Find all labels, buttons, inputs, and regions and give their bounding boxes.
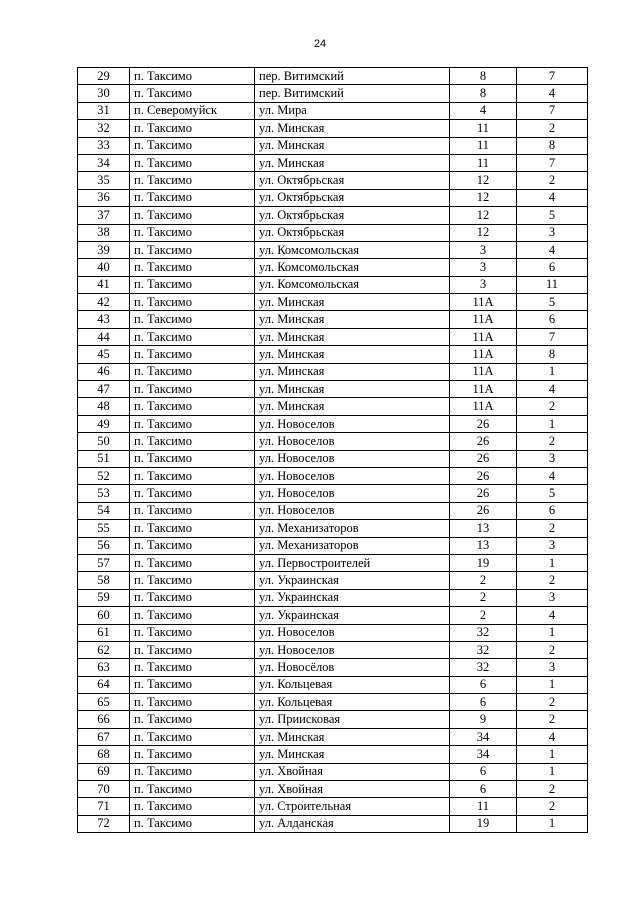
house-number-cell: 4 bbox=[450, 102, 517, 119]
settlement-cell: п. Таксимо bbox=[130, 224, 255, 241]
street-cell: ул. Минская bbox=[255, 137, 450, 154]
street-cell: ул. Первостроителей bbox=[255, 554, 450, 571]
apartment-number-cell: 2 bbox=[517, 798, 588, 815]
row-number-cell: 50 bbox=[78, 433, 130, 450]
table-row bbox=[78, 676, 588, 693]
settlement-cell: п. Таксимо bbox=[130, 276, 255, 293]
street-cell: ул. Новоселов bbox=[255, 624, 450, 641]
street-cell: ул. Хвойная bbox=[255, 781, 450, 798]
house-number-cell: 3 bbox=[450, 276, 517, 293]
row-number-cell: 30 bbox=[78, 85, 130, 102]
settlement-cell: п. Таксимо bbox=[130, 172, 255, 189]
table-row bbox=[78, 659, 588, 676]
house-number-cell: 11А bbox=[450, 328, 517, 345]
street-cell: ул. Минская bbox=[255, 120, 450, 137]
row-number-cell: 34 bbox=[78, 154, 130, 171]
row-number-cell: 54 bbox=[78, 502, 130, 519]
apartment-number-cell: 1 bbox=[517, 746, 588, 763]
settlement-cell: п. Таксимо bbox=[130, 207, 255, 224]
settlement-cell: п. Таксимо bbox=[130, 259, 255, 276]
street-cell: ул. Комсомольская bbox=[255, 276, 450, 293]
street-cell: ул. Минская bbox=[255, 398, 450, 415]
settlement-cell: п. Таксимо bbox=[130, 398, 255, 415]
house-number-cell: 11 bbox=[450, 154, 517, 171]
row-number-cell: 35 bbox=[78, 172, 130, 189]
page-number: 24 bbox=[313, 38, 327, 50]
table-row bbox=[78, 259, 588, 276]
row-number-cell: 57 bbox=[78, 554, 130, 571]
settlement-cell: п. Таксимо bbox=[130, 694, 255, 711]
settlement-cell: п. Таксимо bbox=[130, 659, 255, 676]
apartment-number-cell: 1 bbox=[517, 363, 588, 380]
settlement-cell: п. Таксимо bbox=[130, 728, 255, 745]
table-row bbox=[78, 172, 588, 189]
table-row bbox=[78, 641, 588, 658]
street-cell: ул. Кольцевая bbox=[255, 694, 450, 711]
apartment-number-cell: 1 bbox=[517, 676, 588, 693]
house-number-cell: 2 bbox=[450, 572, 517, 589]
house-number-cell: 19 bbox=[450, 815, 517, 832]
apartment-number-cell: 2 bbox=[517, 641, 588, 658]
settlement-cell: п. Таксимо bbox=[130, 815, 255, 832]
house-number-cell: 11А bbox=[450, 398, 517, 415]
apartment-number-cell: 2 bbox=[517, 694, 588, 711]
table-row bbox=[78, 694, 588, 711]
row-number-cell: 44 bbox=[78, 328, 130, 345]
row-number-cell: 53 bbox=[78, 485, 130, 502]
house-number-cell: 26 bbox=[450, 485, 517, 502]
house-number-cell: 34 bbox=[450, 728, 517, 745]
house-number-cell: 2 bbox=[450, 589, 517, 606]
house-number-cell: 26 bbox=[450, 433, 517, 450]
house-number-cell: 26 bbox=[450, 450, 517, 467]
house-number-cell: 13 bbox=[450, 537, 517, 554]
house-number-cell: 3 bbox=[450, 241, 517, 258]
street-cell: ул. Новоселов bbox=[255, 415, 450, 432]
table-row bbox=[78, 294, 588, 311]
table-row bbox=[78, 120, 588, 137]
apartment-number-cell: 1 bbox=[517, 763, 588, 780]
row-number-cell: 49 bbox=[78, 415, 130, 432]
row-number-cell: 41 bbox=[78, 276, 130, 293]
settlement-cell: п. Таксимо bbox=[130, 589, 255, 606]
house-number-cell: 11 bbox=[450, 798, 517, 815]
settlement-cell: п. Таксимо bbox=[130, 572, 255, 589]
apartment-number-cell: 5 bbox=[517, 207, 588, 224]
street-cell: ул. Новосёлов bbox=[255, 659, 450, 676]
settlement-cell: п. Таксимо bbox=[130, 346, 255, 363]
settlement-cell: п. Северомуйск bbox=[130, 102, 255, 119]
apartment-number-cell: 7 bbox=[517, 154, 588, 171]
row-number-cell: 67 bbox=[78, 728, 130, 745]
settlement-cell: п. Таксимо bbox=[130, 641, 255, 658]
street-cell: ул. Украинская bbox=[255, 607, 450, 624]
street-cell: ул. Новоселов bbox=[255, 641, 450, 658]
settlement-cell: п. Таксимо bbox=[130, 537, 255, 554]
street-cell: пер. Витимский bbox=[255, 68, 450, 85]
settlement-cell: п. Таксимо bbox=[130, 381, 255, 398]
table-row bbox=[78, 241, 588, 258]
house-number-cell: 11А bbox=[450, 346, 517, 363]
apartment-number-cell: 8 bbox=[517, 137, 588, 154]
table-row bbox=[78, 798, 588, 815]
street-cell: ул. Новоселов bbox=[255, 502, 450, 519]
address-table-body bbox=[78, 68, 588, 833]
house-number-cell: 26 bbox=[450, 467, 517, 484]
settlement-cell: п. Таксимо bbox=[130, 85, 255, 102]
house-number-cell: 6 bbox=[450, 694, 517, 711]
settlement-cell: п. Таксимо bbox=[130, 502, 255, 519]
street-cell: ул. Комсомольская bbox=[255, 241, 450, 258]
row-number-cell: 39 bbox=[78, 241, 130, 258]
table-row bbox=[78, 589, 588, 606]
table-row bbox=[78, 728, 588, 745]
table-row bbox=[78, 328, 588, 345]
apartment-number-cell: 6 bbox=[517, 259, 588, 276]
apartment-number-cell: 2 bbox=[517, 520, 588, 537]
table-row bbox=[78, 450, 588, 467]
street-cell: ул. Минская bbox=[255, 363, 450, 380]
house-number-cell: 8 bbox=[450, 85, 517, 102]
table-row bbox=[78, 224, 588, 241]
apartment-number-cell: 2 bbox=[517, 433, 588, 450]
house-number-cell: 12 bbox=[450, 189, 517, 206]
apartment-number-cell: 3 bbox=[517, 224, 588, 241]
apartment-number-cell: 2 bbox=[517, 711, 588, 728]
settlement-cell: п. Таксимо bbox=[130, 433, 255, 450]
row-number-cell: 29 bbox=[78, 68, 130, 85]
table-row bbox=[78, 311, 588, 328]
house-number-cell: 12 bbox=[450, 207, 517, 224]
street-cell: ул. Октябрьская bbox=[255, 172, 450, 189]
settlement-cell: п. Таксимо bbox=[130, 746, 255, 763]
street-cell: ул. Октябрьская bbox=[255, 207, 450, 224]
street-cell: ул. Механизаторов bbox=[255, 520, 450, 537]
street-cell: ул. Минская bbox=[255, 746, 450, 763]
table-row bbox=[78, 102, 588, 119]
settlement-cell: п. Таксимо bbox=[130, 711, 255, 728]
row-number-cell: 45 bbox=[78, 346, 130, 363]
apartment-number-cell: 4 bbox=[517, 728, 588, 745]
settlement-cell: п. Таксимо bbox=[130, 450, 255, 467]
settlement-cell: п. Таксимо bbox=[130, 328, 255, 345]
row-number-cell: 32 bbox=[78, 120, 130, 137]
row-number-cell: 31 bbox=[78, 102, 130, 119]
apartment-number-cell: 4 bbox=[517, 241, 588, 258]
house-number-cell: 11А bbox=[450, 381, 517, 398]
table-row bbox=[78, 154, 588, 171]
house-number-cell: 11 bbox=[450, 120, 517, 137]
house-number-cell: 34 bbox=[450, 746, 517, 763]
street-cell: ул. Минская bbox=[255, 294, 450, 311]
apartment-number-cell: 4 bbox=[517, 85, 588, 102]
apartment-number-cell: 5 bbox=[517, 485, 588, 502]
table-row bbox=[78, 781, 588, 798]
settlement-cell: п. Таксимо bbox=[130, 137, 255, 154]
row-number-cell: 71 bbox=[78, 798, 130, 815]
row-number-cell: 37 bbox=[78, 207, 130, 224]
row-number-cell: 56 bbox=[78, 537, 130, 554]
apartment-number-cell: 2 bbox=[517, 781, 588, 798]
settlement-cell: п. Таксимо bbox=[130, 624, 255, 641]
row-number-cell: 66 bbox=[78, 711, 130, 728]
table-row bbox=[78, 189, 588, 206]
row-number-cell: 69 bbox=[78, 763, 130, 780]
house-number-cell: 26 bbox=[450, 502, 517, 519]
row-number-cell: 46 bbox=[78, 363, 130, 380]
house-number-cell: 8 bbox=[450, 68, 517, 85]
row-number-cell: 36 bbox=[78, 189, 130, 206]
apartment-number-cell: 1 bbox=[517, 815, 588, 832]
street-cell: ул. Минская bbox=[255, 328, 450, 345]
apartment-number-cell: 7 bbox=[517, 328, 588, 345]
house-number-cell: 13 bbox=[450, 520, 517, 537]
street-cell: ул. Украинская bbox=[255, 572, 450, 589]
settlement-cell: п. Таксимо bbox=[130, 68, 255, 85]
table-row bbox=[78, 363, 588, 380]
settlement-cell: п. Таксимо bbox=[130, 294, 255, 311]
row-number-cell: 61 bbox=[78, 624, 130, 641]
row-number-cell: 48 bbox=[78, 398, 130, 415]
house-number-cell: 11 bbox=[450, 137, 517, 154]
table-row bbox=[78, 485, 588, 502]
street-cell: ул. Строительная bbox=[255, 798, 450, 815]
table-row bbox=[78, 520, 588, 537]
house-number-cell: 32 bbox=[450, 641, 517, 658]
street-cell: ул. Минская bbox=[255, 154, 450, 171]
row-number-cell: 64 bbox=[78, 676, 130, 693]
house-number-cell: 32 bbox=[450, 624, 517, 641]
table-row bbox=[78, 537, 588, 554]
settlement-cell: п. Таксимо bbox=[130, 485, 255, 502]
settlement-cell: п. Таксимо bbox=[130, 520, 255, 537]
apartment-number-cell: 3 bbox=[517, 537, 588, 554]
street-cell: ул. Украинская bbox=[255, 589, 450, 606]
house-number-cell: 3 bbox=[450, 259, 517, 276]
row-number-cell: 51 bbox=[78, 450, 130, 467]
table-row bbox=[78, 137, 588, 154]
table-row bbox=[78, 85, 588, 102]
street-cell: ул. Механизаторов bbox=[255, 537, 450, 554]
table-row bbox=[78, 415, 588, 432]
table-row bbox=[78, 502, 588, 519]
house-number-cell: 9 bbox=[450, 711, 517, 728]
street-cell: ул. Октябрьская bbox=[255, 224, 450, 241]
table-row bbox=[78, 746, 588, 763]
table-row bbox=[78, 624, 588, 641]
row-number-cell: 70 bbox=[78, 781, 130, 798]
street-cell: ул. Минская bbox=[255, 346, 450, 363]
street-cell: ул. Минская bbox=[255, 311, 450, 328]
street-cell: ул. Новоселов bbox=[255, 450, 450, 467]
row-number-cell: 59 bbox=[78, 589, 130, 606]
row-number-cell: 47 bbox=[78, 381, 130, 398]
settlement-cell: п. Таксимо bbox=[130, 363, 255, 380]
house-number-cell: 26 bbox=[450, 415, 517, 432]
apartment-number-cell: 4 bbox=[517, 467, 588, 484]
table-row bbox=[78, 381, 588, 398]
settlement-cell: п. Таксимо bbox=[130, 676, 255, 693]
house-number-cell: 6 bbox=[450, 781, 517, 798]
table-row bbox=[78, 572, 588, 589]
street-cell: ул. Новоселов bbox=[255, 433, 450, 450]
apartment-number-cell: 7 bbox=[517, 102, 588, 119]
settlement-cell: п. Таксимо bbox=[130, 154, 255, 171]
apartment-number-cell: 3 bbox=[517, 659, 588, 676]
apartment-number-cell: 3 bbox=[517, 450, 588, 467]
settlement-cell: п. Таксимо bbox=[130, 607, 255, 624]
apartment-number-cell: 4 bbox=[517, 189, 588, 206]
apartment-number-cell: 7 bbox=[517, 68, 588, 85]
table-row bbox=[78, 467, 588, 484]
row-number-cell: 63 bbox=[78, 659, 130, 676]
row-number-cell: 40 bbox=[78, 259, 130, 276]
table-row bbox=[78, 815, 588, 832]
apartment-number-cell: 4 bbox=[517, 381, 588, 398]
apartment-number-cell: 2 bbox=[517, 572, 588, 589]
row-number-cell: 65 bbox=[78, 694, 130, 711]
house-number-cell: 2 bbox=[450, 607, 517, 624]
apartment-number-cell: 6 bbox=[517, 502, 588, 519]
street-cell: ул. Алданская bbox=[255, 815, 450, 832]
settlement-cell: п. Таксимо bbox=[130, 311, 255, 328]
row-number-cell: 43 bbox=[78, 311, 130, 328]
apartment-number-cell: 1 bbox=[517, 554, 588, 571]
table-row bbox=[78, 554, 588, 571]
street-cell: ул. Октябрьская bbox=[255, 189, 450, 206]
table-row bbox=[78, 711, 588, 728]
street-cell: ул. Кольцевая bbox=[255, 676, 450, 693]
house-number-cell: 6 bbox=[450, 676, 517, 693]
street-cell: ул. Минская bbox=[255, 381, 450, 398]
settlement-cell: п. Таксимо bbox=[130, 554, 255, 571]
table-row bbox=[78, 433, 588, 450]
settlement-cell: п. Таксимо bbox=[130, 415, 255, 432]
settlement-cell: п. Таксимо bbox=[130, 781, 255, 798]
row-number-cell: 55 bbox=[78, 520, 130, 537]
settlement-cell: п. Таксимо bbox=[130, 120, 255, 137]
house-number-cell: 32 bbox=[450, 659, 517, 676]
apartment-number-cell: 2 bbox=[517, 398, 588, 415]
house-number-cell: 6 bbox=[450, 763, 517, 780]
street-cell: ул. Новоселов bbox=[255, 467, 450, 484]
table-row bbox=[78, 346, 588, 363]
apartment-number-cell: 6 bbox=[517, 311, 588, 328]
row-number-cell: 33 bbox=[78, 137, 130, 154]
settlement-cell: п. Таксимо bbox=[130, 241, 255, 258]
street-cell: ул. Хвойная bbox=[255, 763, 450, 780]
apartment-number-cell: 5 bbox=[517, 294, 588, 311]
street-cell: пер. Витимский bbox=[255, 85, 450, 102]
apartment-number-cell: 1 bbox=[517, 624, 588, 641]
table-row bbox=[78, 276, 588, 293]
row-number-cell: 68 bbox=[78, 746, 130, 763]
street-cell: ул. Новоселов bbox=[255, 485, 450, 502]
row-number-cell: 52 bbox=[78, 467, 130, 484]
house-number-cell: 12 bbox=[450, 172, 517, 189]
house-number-cell: 11А bbox=[450, 294, 517, 311]
house-number-cell: 12 bbox=[450, 224, 517, 241]
settlement-cell: п. Таксимо bbox=[130, 467, 255, 484]
apartment-number-cell: 2 bbox=[517, 172, 588, 189]
table-row bbox=[78, 68, 588, 85]
settlement-cell: п. Таксимо bbox=[130, 189, 255, 206]
row-number-cell: 58 bbox=[78, 572, 130, 589]
house-number-cell: 11А bbox=[450, 311, 517, 328]
table-row bbox=[78, 763, 588, 780]
row-number-cell: 60 bbox=[78, 607, 130, 624]
street-cell: ул. Приисковая bbox=[255, 711, 450, 728]
apartment-number-cell: 3 bbox=[517, 589, 588, 606]
house-number-cell: 11А bbox=[450, 363, 517, 380]
apartment-number-cell: 2 bbox=[517, 120, 588, 137]
row-number-cell: 42 bbox=[78, 294, 130, 311]
apartment-number-cell: 8 bbox=[517, 346, 588, 363]
settlement-cell: п. Таксимо bbox=[130, 763, 255, 780]
table-row bbox=[78, 607, 588, 624]
apartment-number-cell: 11 bbox=[517, 276, 588, 293]
table-row bbox=[78, 398, 588, 415]
table-row bbox=[78, 207, 588, 224]
apartment-number-cell: 4 bbox=[517, 607, 588, 624]
street-cell: ул. Минская bbox=[255, 728, 450, 745]
house-number-cell: 19 bbox=[450, 554, 517, 571]
street-cell: ул. Мира bbox=[255, 102, 450, 119]
row-number-cell: 72 bbox=[78, 815, 130, 832]
row-number-cell: 62 bbox=[78, 641, 130, 658]
apartment-number-cell: 1 bbox=[517, 415, 588, 432]
row-number-cell: 38 bbox=[78, 224, 130, 241]
settlement-cell: п. Таксимо bbox=[130, 798, 255, 815]
address-table bbox=[77, 67, 588, 833]
street-cell: ул. Комсомольская bbox=[255, 259, 450, 276]
